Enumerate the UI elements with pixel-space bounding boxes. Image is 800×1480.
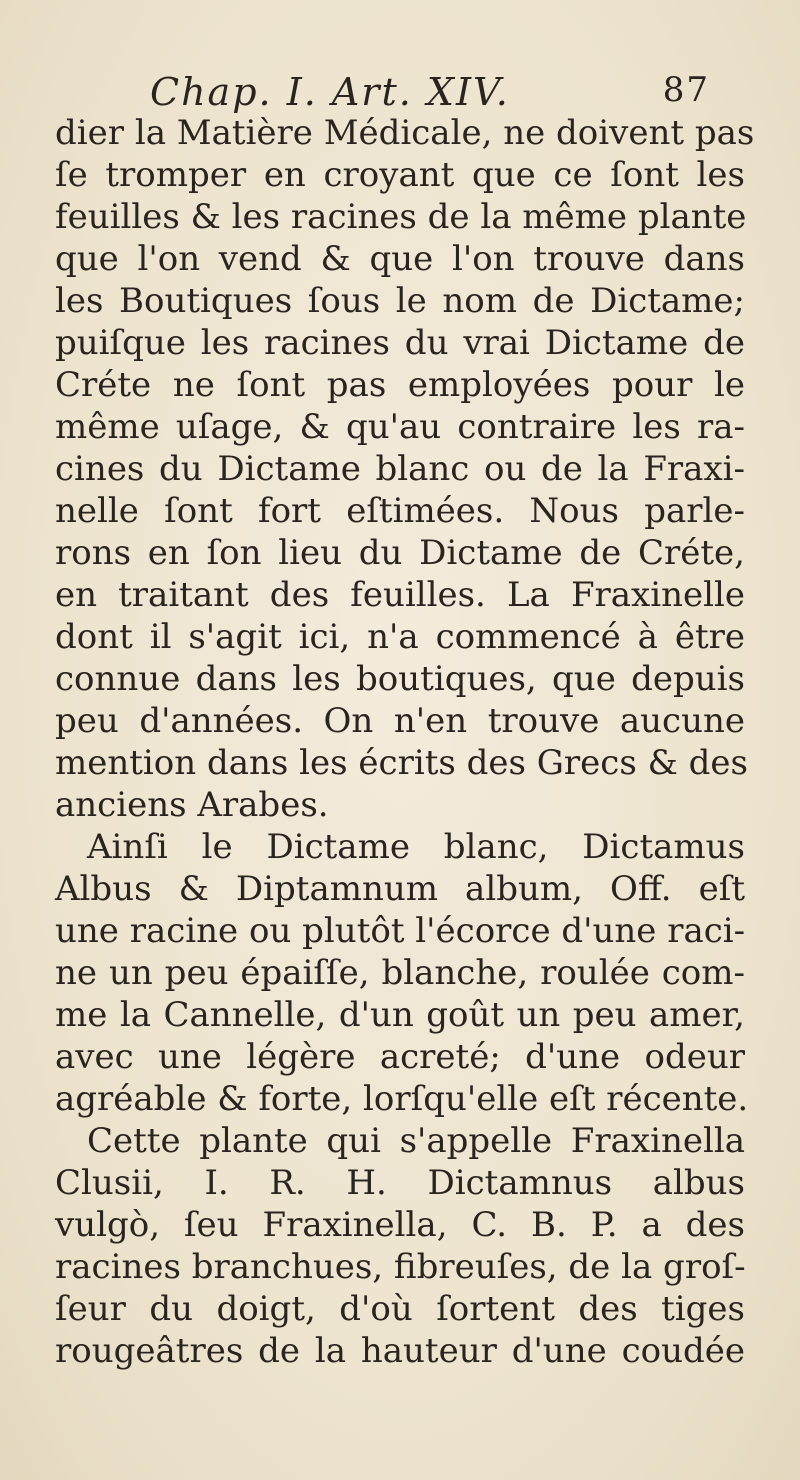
text-line: les Boutiques ſous le nom de Dictame; <box>55 281 745 321</box>
text-line: racines branchues, fibreuſes, de la groſ- <box>55 1247 746 1287</box>
running-title: Chap. I. Art. XIV. <box>150 70 510 114</box>
text-line: rons en ſon lieu du Dictame de Créte, <box>55 533 745 573</box>
text-line: Albus & Diptamnum album, Off. eſt <box>55 869 745 909</box>
text-line: puiſque les racines du vrai Dictame de <box>55 323 745 363</box>
text-line: connue dans les boutiques, que depuis <box>55 659 745 699</box>
text-line: Cette plante qui s'appelle Fraxinella <box>87 1121 745 1161</box>
text-line: une racine ou plutôt l'écorce d'une raci- <box>55 911 746 951</box>
text-line: anciens Arabes. <box>55 785 329 825</box>
text-line: mention dans les écrits des Grecs & des <box>55 743 748 783</box>
text-line: dont il s'agit ici, n'a commencé à être <box>55 617 745 657</box>
text-line: que l'on vend & que l'on trouve dans <box>55 239 745 279</box>
text-line: me la Cannelle, d'un goût un peu amer, <box>55 995 745 1035</box>
text-line: ne un peu épaiſſe, blanche, roulée com- <box>55 953 745 993</box>
text-line: Ainſi le Dictame blanc, Dictamus <box>87 827 745 867</box>
page-header <box>150 70 710 116</box>
text-line: avec une légère acreté; d'une odeur <box>55 1037 745 1077</box>
text-line: feuilles & les racines de la même plante <box>55 197 747 237</box>
text-line: vulgò, ſeu Fraxinella, C. B. P. a des <box>55 1205 745 1245</box>
text-line: cines du Dictame blanc ou de la Fraxi- <box>55 449 745 489</box>
text-line: agréable & forte, lorſqu'elle eſt récente. <box>55 1079 749 1119</box>
text-line: Créte ne ſont pas employées pour le <box>55 365 745 405</box>
body-text <box>55 112 755 1372</box>
text-line: ſeur du doigt, d'où ſortent des tiges <box>55 1289 745 1329</box>
text-line: Clusii, I. R. H. Dictamnus albus <box>55 1163 745 1203</box>
text-line: ſe tromper en croyant que ce ſont les <box>55 155 745 195</box>
page-number: 87 <box>662 70 710 110</box>
text-line: rougeâtres de la hauteur d'une coudée <box>55 1331 745 1371</box>
text-line: en traitant des feuilles. La Fraxinelle <box>55 575 745 615</box>
text-line: même uſage, & qu'au contraire les ra- <box>55 407 745 447</box>
text-line: nelle ſont fort eſtimées. Nous parle- <box>55 491 745 531</box>
text-line: dier la Matière Médicale, ne doivent pas <box>55 113 755 153</box>
text-line: peu d'années. On n'en trouve aucune <box>55 701 745 741</box>
